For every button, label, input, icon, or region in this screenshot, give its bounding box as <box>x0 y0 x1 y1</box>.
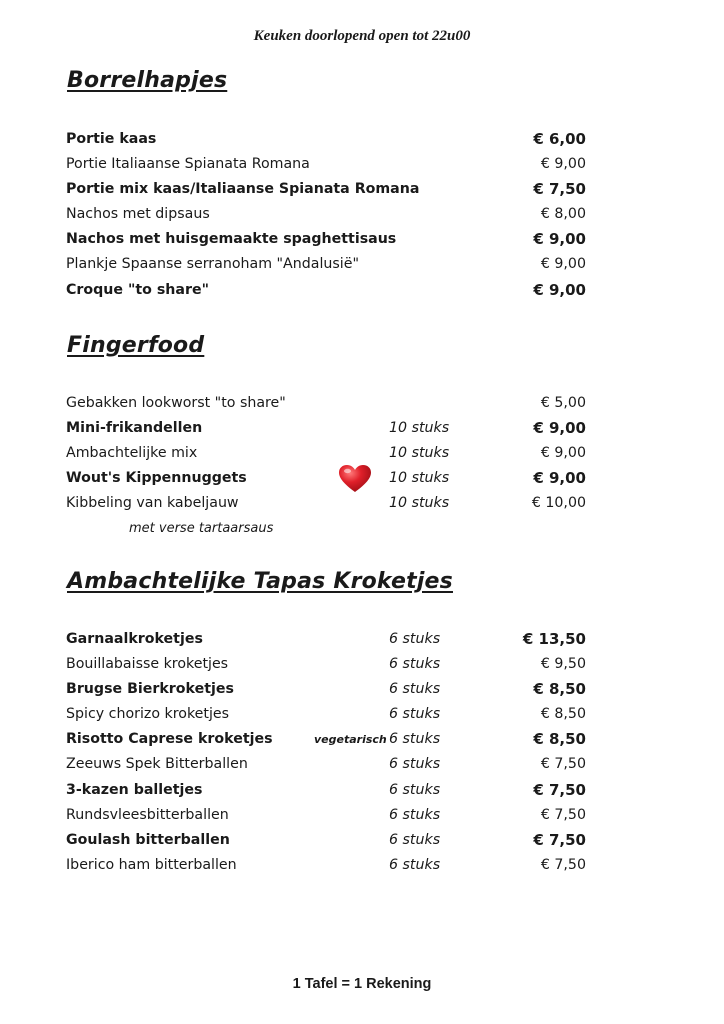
menu-item <box>66 803 586 828</box>
item-price: € 7,50 <box>533 780 586 799</box>
menu-item <box>66 416 586 441</box>
item-name: Brugse Bierkroketjes <box>66 681 234 698</box>
item-name: Croque "to share" <box>66 281 209 298</box>
item-name: Garnaalkroketjes <box>66 631 203 647</box>
item-price: € 9,00 <box>533 280 586 299</box>
menu-item <box>66 391 586 416</box>
item-price: € 13,50 <box>522 630 586 648</box>
item-name: Nachos met huisgemaakte spaghettisaus <box>66 231 397 248</box>
menu-item <box>66 727 586 752</box>
item-price: € 8,50 <box>533 730 586 749</box>
item-name: 3-kazen balletjes <box>66 781 203 798</box>
item-quantity: 6 stuks <box>389 731 441 748</box>
item-quantity: 6 stuks <box>389 781 441 798</box>
kitchen-hours-note: Keuken doorlopend open tot 22u00 <box>253 28 471 44</box>
item-price: € 8,50 <box>540 706 586 723</box>
item-quantity: 6 stuks <box>389 806 441 823</box>
heart-icon <box>338 464 372 494</box>
menu-item-subnote-row <box>66 516 586 541</box>
item-quantity: 10 stuks <box>389 495 450 512</box>
menu-item <box>66 152 586 177</box>
item-name: Nachos met dipsaus <box>66 206 210 223</box>
menu-item <box>66 202 586 227</box>
item-name: Portie kaas <box>66 131 157 147</box>
menu-list-fingerfood <box>66 391 586 542</box>
item-name: Wout's Kippennuggets <box>66 470 247 487</box>
item-name: Mini-frikandellen <box>66 420 203 437</box>
menu-item <box>66 752 586 777</box>
item-quantity: 6 stuks <box>389 831 441 848</box>
menu-item <box>66 441 586 466</box>
item-price: € 9,00 <box>540 256 586 273</box>
item-quantity: 10 stuks <box>389 420 450 437</box>
item-price: € 9,00 <box>533 419 586 438</box>
menu-list-borrelhapjes <box>66 127 586 303</box>
menu-item <box>66 278 586 303</box>
section-title-tapas-kroketjes: Ambachtelijke Tapas Kroketjes <box>67 569 453 594</box>
item-price: € 9,00 <box>533 469 586 488</box>
item-price: € 7,50 <box>540 856 586 873</box>
item-quantity: 6 stuks <box>389 756 441 773</box>
item-name: Plankje Spaanse serranoham "Andalusië" <box>66 256 359 273</box>
item-price: € 9,00 <box>540 445 586 462</box>
menu-item <box>66 778 586 803</box>
section-title-borrelhapjes: Borrelhapjes <box>67 68 228 93</box>
menu-item <box>66 627 586 652</box>
item-price: € 7,50 <box>533 180 586 199</box>
menu-item <box>66 127 586 152</box>
billing-policy-footer: 1 Tafel = 1 Rekening <box>292 976 432 992</box>
menu-item <box>66 177 586 202</box>
menu-item <box>66 466 586 491</box>
item-name: Iberico ham bitterballen <box>66 856 237 873</box>
item-quantity: 6 stuks <box>389 681 441 698</box>
section-title-fingerfood: Fingerfood <box>67 333 205 358</box>
item-price: € 7,50 <box>540 756 586 773</box>
item-price: € 8,50 <box>533 680 586 699</box>
menu-item <box>66 491 586 516</box>
item-name: Ambachtelijke mix <box>66 445 198 462</box>
item-quantity: 10 stuks <box>389 445 450 462</box>
item-name: Bouillabaisse kroketjes <box>66 656 229 673</box>
item-price: € 5,00 <box>540 395 586 411</box>
item-name: Zeeuws Spek Bitterballen <box>66 756 248 773</box>
item-name: Rundsvleesbitterballen <box>66 806 229 823</box>
menu-item <box>66 652 586 677</box>
item-price: € 9,00 <box>540 156 586 173</box>
item-price: € 10,00 <box>531 495 586 512</box>
item-name: Gebakken lookworst "to share" <box>66 395 286 411</box>
item-name: Kibbeling van kabeljauw <box>66 495 239 512</box>
item-price: € 9,50 <box>540 656 586 673</box>
item-subnote: met verse tartaarsaus <box>129 521 274 537</box>
item-quantity: 10 stuks <box>389 470 450 487</box>
menu-item <box>66 252 586 277</box>
item-name: Portie Italiaanse Spianata Romana <box>66 156 310 173</box>
item-name: Spicy chorizo kroketjes <box>66 706 230 723</box>
item-price: € 6,00 <box>533 130 586 148</box>
item-quantity: 6 stuks <box>389 656 441 673</box>
item-price: € 8,00 <box>540 206 586 223</box>
menu-item <box>66 227 586 252</box>
menu-item <box>66 853 586 878</box>
item-price: € 7,50 <box>540 806 586 823</box>
item-name: Portie mix kaas/Italiaanse Spianata Romana <box>66 181 420 198</box>
menu-list-tapas-kroketjes <box>66 627 586 878</box>
item-price: € 7,50 <box>533 830 586 849</box>
item-name: Goulash bitterballen <box>66 831 230 848</box>
vegetarian-note: vegetarisch <box>314 733 387 747</box>
menu-item <box>66 677 586 702</box>
item-quantity: 6 stuks <box>389 631 441 647</box>
item-quantity: 6 stuks <box>389 856 441 873</box>
menu-item <box>66 702 586 727</box>
item-name: Risotto Caprese kroketjes <box>66 731 273 748</box>
menu-item <box>66 828 586 853</box>
item-quantity: 6 stuks <box>389 706 441 723</box>
item-price: € 9,00 <box>533 230 586 249</box>
